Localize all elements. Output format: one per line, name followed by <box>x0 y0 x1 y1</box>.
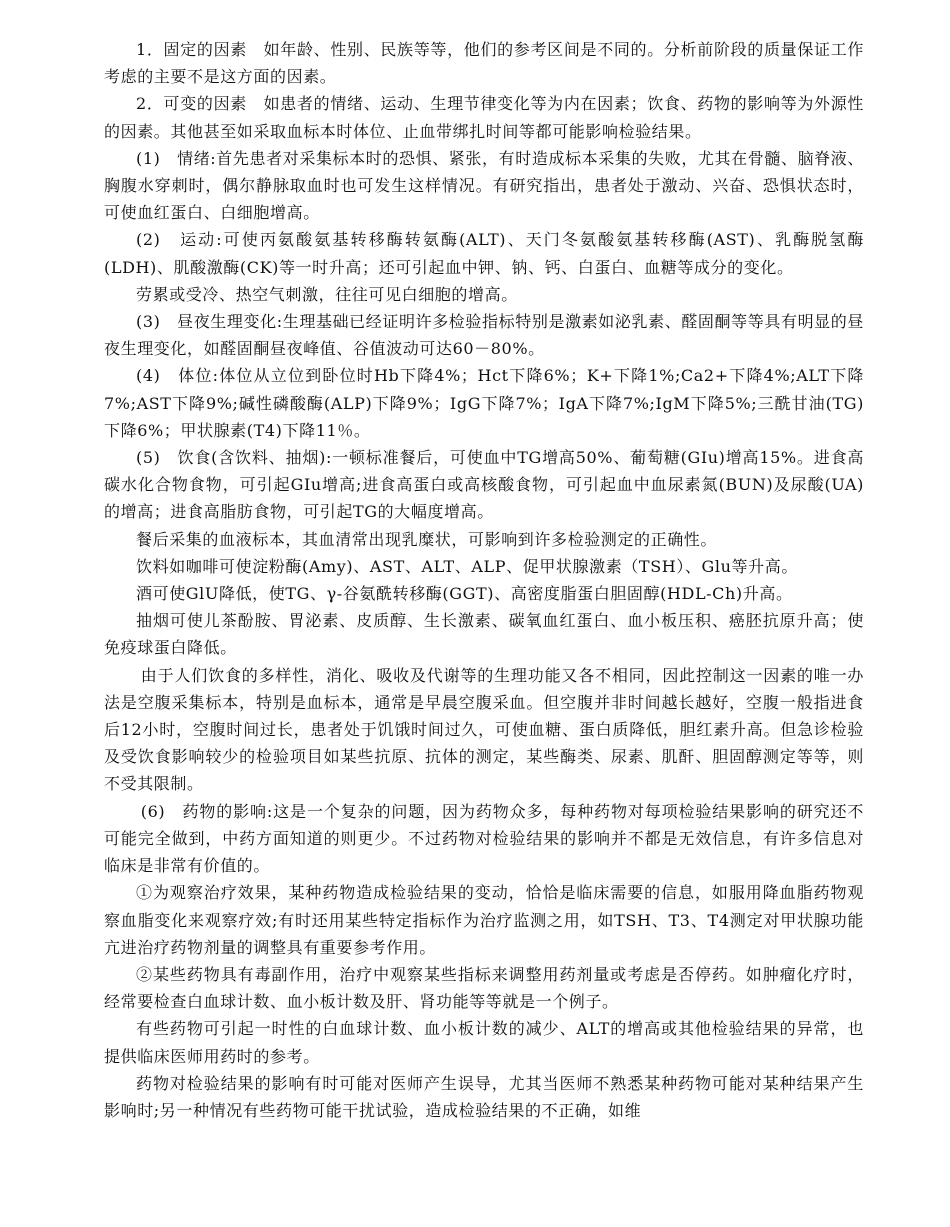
paragraph-posture: (4) 体位:体位从立位到卧位时Hb下降4%；Hct下降6%；K+下降1%;Ca2+下降4%;ALT下降7%;AST下降9%;碱性磷酸酶(ALP)下降9%；IgG下降7%；IgA下降7%;IgM下降5%;三酰甘油(TG)下降6%；甲状腺素(T4)下降11％。 <box>104 366 864 440</box>
paragraph-drug-misleading: 药物对检验结果的影响有时可能对医师产生误导，尤其当医师不熟悉某种药物可能对某种结果产生影响时;另一种情况有些药物可能干扰试验，造成检验结果的不正确，如维 <box>104 1073 864 1120</box>
document-body <box>104 36 864 1124</box>
paragraph-drug-transient: 有些药物可引起一时性的白血球计数、血小板计数的减少、ALT的增高或其他检验结果的异常，也提供临床医师用药时的参考。 <box>104 1019 864 1066</box>
paragraph-emotion: (1) 情绪:首先患者对采集标本时的恐惧、紧张，有时造成标本采集的失败，尤其在骨髓、脑脊液、胸腹水穿刺时，偶尔静脉取血时也可发生这样情况。有研究指出，患者处于激动、兴奋、恐惧状态时，可使血红蛋白、白细胞增高。 <box>104 148 864 223</box>
paragraph-exercise: (2) 运动:可使丙氨酸氨基转移酶转氨酶(ALT)、天门冬氨酸氨基转移酶(AST)、乳酶脱氢酶(LDH)、肌酸激酶(CK)等一时升高；还可引起血中钾、钠、钙、白蛋白、血糖等成分的变化。 <box>104 230 864 277</box>
paragraph-drug-effect-1: ①为观察治疗效果，某种药物造成检验结果的变动，恰恰是临床需要的信息，如服用降血脂药物观察血脂变化来观察疗效;有时还用某些特定指标作为治疗监测之用，如TSH、T3、T4测定对甲状腺功能亢进治疗药物剂量的调整具有重要参考作用。 <box>104 883 864 957</box>
paragraph-drugs: (6) 药物的影响:这是一个复杂的问题，因为药物众多，每种药物对每项检验结果影响的研究还不可能完全做到，中药方面知道的则更少。不过药物对检验结果的影响并不都是无效信息，有许多信息对临床是非常有价值的。 <box>104 801 864 876</box>
paragraph-fatigue: 劳累或受冷、热空气刺激，往往可见白细胞的增高。 <box>136 284 518 304</box>
paragraph-circadian: (3) 昼夜生理变化:生理基础已经证明许多检验指标特别是激素如泌乳素、醛固酮等等具有明显的昼夜生理变化，如醛固酮昼夜峰值、谷值波动可达60－80%。 <box>104 312 864 359</box>
paragraph-beverages: 饮料如咖啡可使淀粉酶(Amy)、AST、ALT、ALP、促甲状腺激素（TSH）、Glu等升高。 <box>136 556 798 576</box>
paragraph-drug-effect-2: ②某些药物具有毒副作用，治疗中观察某些指标来调整用药剂量或考虑是否停药。如肿瘤化疗时，经常要检查白血球计数、血小板计数及肝、肾功能等等就是一个例子。 <box>104 964 864 1012</box>
paragraph-smoking: 抽烟可使儿茶酚胺、胃泌素、皮质醇、生长激素、碳氧血红蛋白、血小板压积、癌胚抗原升高；使免疫球蛋白降低。 <box>104 611 864 658</box>
paragraph-fixed-factors: 1．固定的因素 如年龄、性别、民族等等，他们的参考区间是不同的。分析前阶段的质量保证工作考虑的主要不是这方面的因素。 <box>104 40 864 87</box>
paragraph-fasting: 由于人们饮食的多样性，消化、吸收及代谢等的生理功能又各不相同，因此控制这一因素的唯一办法是空腹采集标本，特别是血标本，通常是早晨空腹采血。但空腹并非时间越长越好，空腹一般指进食后12小时，空腹时间过长，患者处于饥饿时间过久，可使血糖、蛋白质降低，胆红素升高。但急诊检验及受饮食影响较少的检验项目如某些抗原、抗体的测定，某些酶类、尿素、肌酐、胆固醇测定等等，则不受其限制。 <box>104 665 864 794</box>
paragraph-postprandial: 餐后采集的血液标本，其血清常出现乳糜状，可影响到许多检验测定的正确性。 <box>136 529 718 549</box>
paragraph-variable-factors: 2．可变的因素 如患者的情绪、运动、生理节律变化等为内在因素；饮食、药物的影响等为外源性的因素。其他甚至如采取血标本时体位、止血带绑扎时间等都可能影响检验结果。 <box>104 94 864 141</box>
paragraph-diet: (5) 饮食(含饮料、抽烟):一顿标准餐后，可使血中TG增高50%、葡萄糖(GIu)增高15%。进食高碳水化合物食物，可引起GIu增高;进食高蛋白或高核酸食物，可引起血中血尿素氮(BUN)及尿酸(UA)的增高；进食高脂肪食物，可引起TG的大幅度增高。 <box>104 448 864 522</box>
paragraph-alcohol: 酒可使GlU降低，使TG、γ-谷氨酰转移酶(GGT)、高密度脂蛋白胆固醇(HDL-Ch)升高。 <box>136 584 793 604</box>
